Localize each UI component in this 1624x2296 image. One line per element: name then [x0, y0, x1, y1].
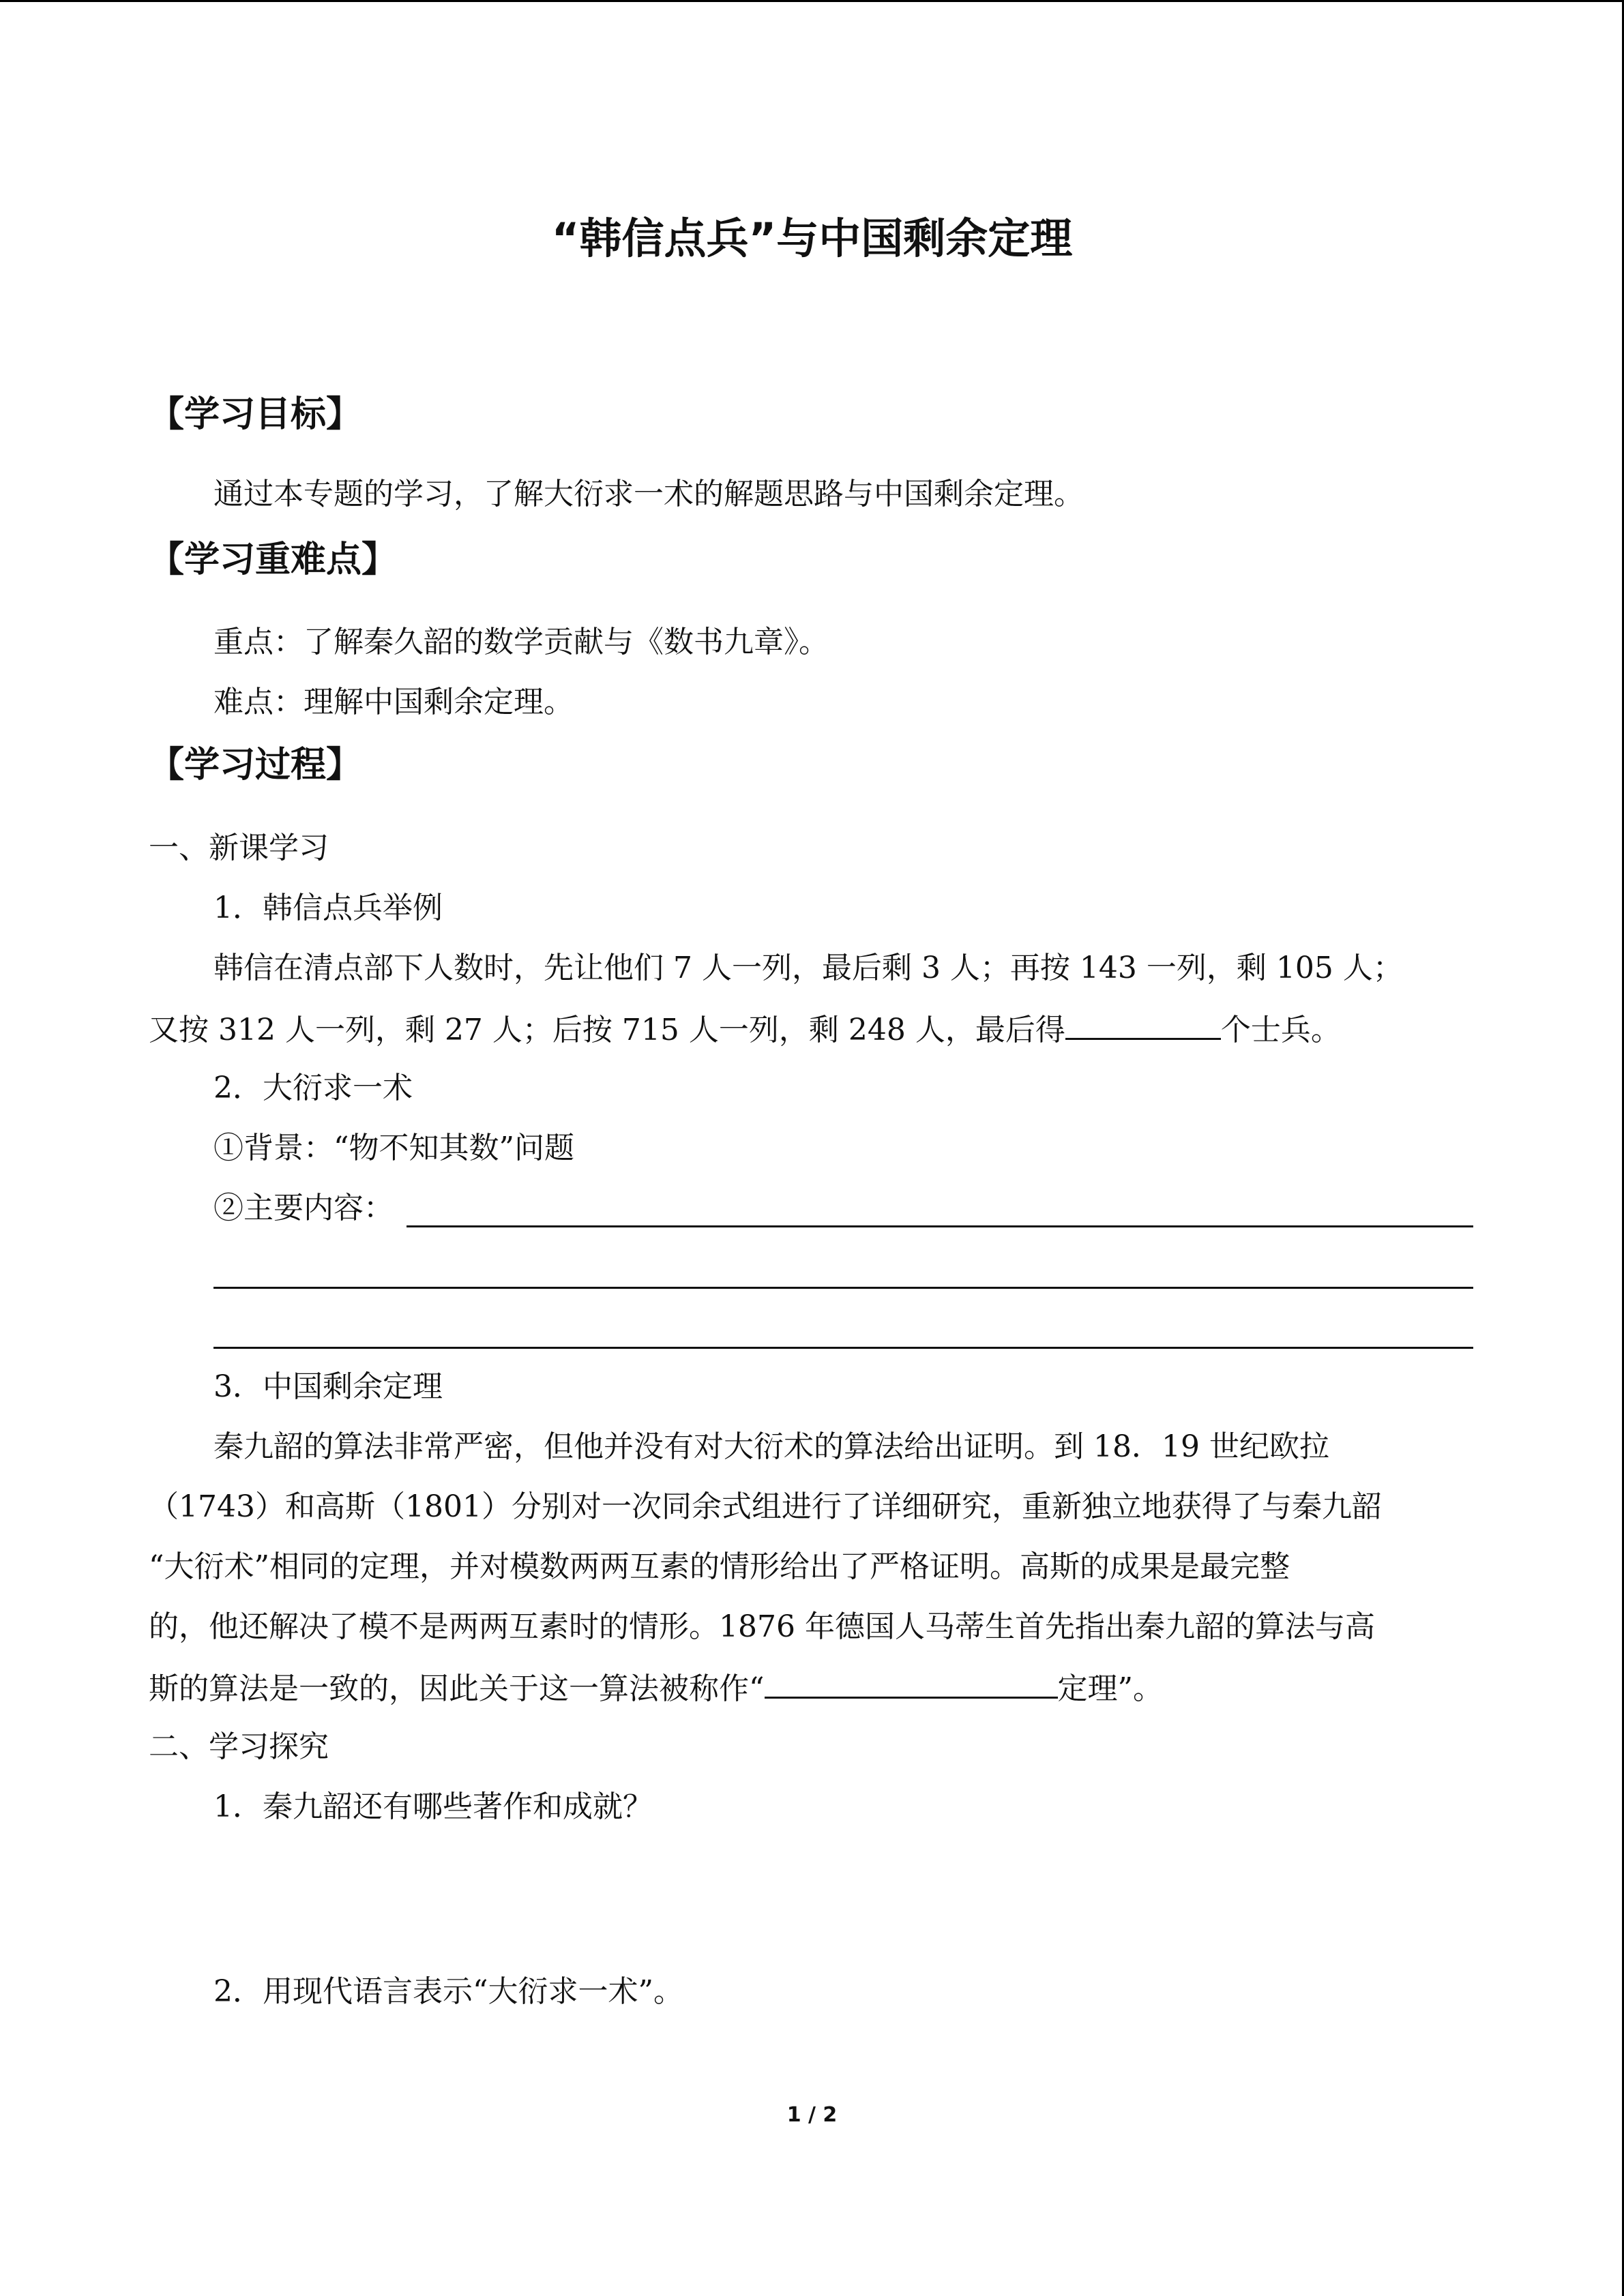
heading-key-points: 【学习重难点】 [149, 539, 398, 580]
item3-line4: 的，他还解决了模不是两两互素时的情形。1876 年德国人马蒂生首先指出秦九韶的算法与高 [149, 1609, 1375, 1644]
page-number: 1 / 2 [786, 2103, 838, 2127]
heading-learning-process: 【学习过程】 [149, 745, 362, 786]
objective-text: 通过本专题的学习，了解大衍求一术的解题思路与中国剩余定理。 [213, 477, 1084, 511]
item3-line5-before: 斯的算法是一致的，因此关于这一算法被称作“ [149, 1671, 765, 1706]
item1-line1: 韩信在清点部下人数时，先让他们 7 人一列，最后剩 3 人；再按 143 一列，剩 105 人； [213, 951, 1403, 985]
item1-title: 1．韩信点兵举例 [213, 891, 443, 925]
part2-title: 二、学习探究 [149, 1729, 329, 1764]
page-border-top [0, 0, 1624, 2]
item1-line2-before: 又按 312 人一列，剩 27 人；后按 715 人一列，剩 248 人，最后得 [149, 1013, 1065, 1047]
part1-title: 一、新课学习 [149, 831, 329, 865]
item2-title: 2．大衍求一术 [213, 1071, 413, 1105]
item3-line1: 秦九韶的算法非常严密，但他并没有对大衍术的算法给出证明。到 18．19 世纪欧拉 [213, 1429, 1329, 1464]
item2-background: ①背景：“物不知其数”问题 [213, 1131, 574, 1165]
item3-line5-after: 定理”。 [1057, 1671, 1163, 1706]
heading-learning-objective: 【学习目标】 [149, 394, 362, 435]
item3-line2: （1743）和高斯（1801）分别对一次同余式组进行了详细研究，重新独立地获得了与秦九韶 [149, 1489, 1382, 1524]
question-1: 1．秦九韶还有哪些著作和成就？ [213, 1789, 653, 1824]
item1-line2-after: 个士兵。 [1220, 1013, 1341, 1047]
answer-line-2[interactable] [213, 1287, 1473, 1289]
item1-line2 [149, 1008, 1341, 1051]
answer-line-1[interactable] [407, 1225, 1473, 1227]
question-2: 2．用现代语言表示“大衍求一术”。 [213, 1974, 683, 2009]
focus-text: 重点：了解秦久韶的数学贡献与《数书九章》。 [213, 625, 829, 659]
soldier-count-blank[interactable] [1065, 1008, 1221, 1040]
item3-line3: “大衍术”相同的定理，并对模数两两互素的情形给出了严格证明。高斯的成果是最完整 [149, 1549, 1290, 1584]
answer-line-3[interactable] [213, 1347, 1473, 1349]
page-title: “韩信点兵”与中国剩余定理 [551, 213, 1073, 263]
item3-title: 3．中国剩余定理 [213, 1369, 443, 1404]
difficulty-text: 难点：理解中国剩余定理。 [213, 685, 574, 719]
theorem-name-blank[interactable] [765, 1667, 1058, 1699]
item2-content-label: ②主要内容： [213, 1191, 394, 1225]
item3-line5 [149, 1667, 1163, 1710]
